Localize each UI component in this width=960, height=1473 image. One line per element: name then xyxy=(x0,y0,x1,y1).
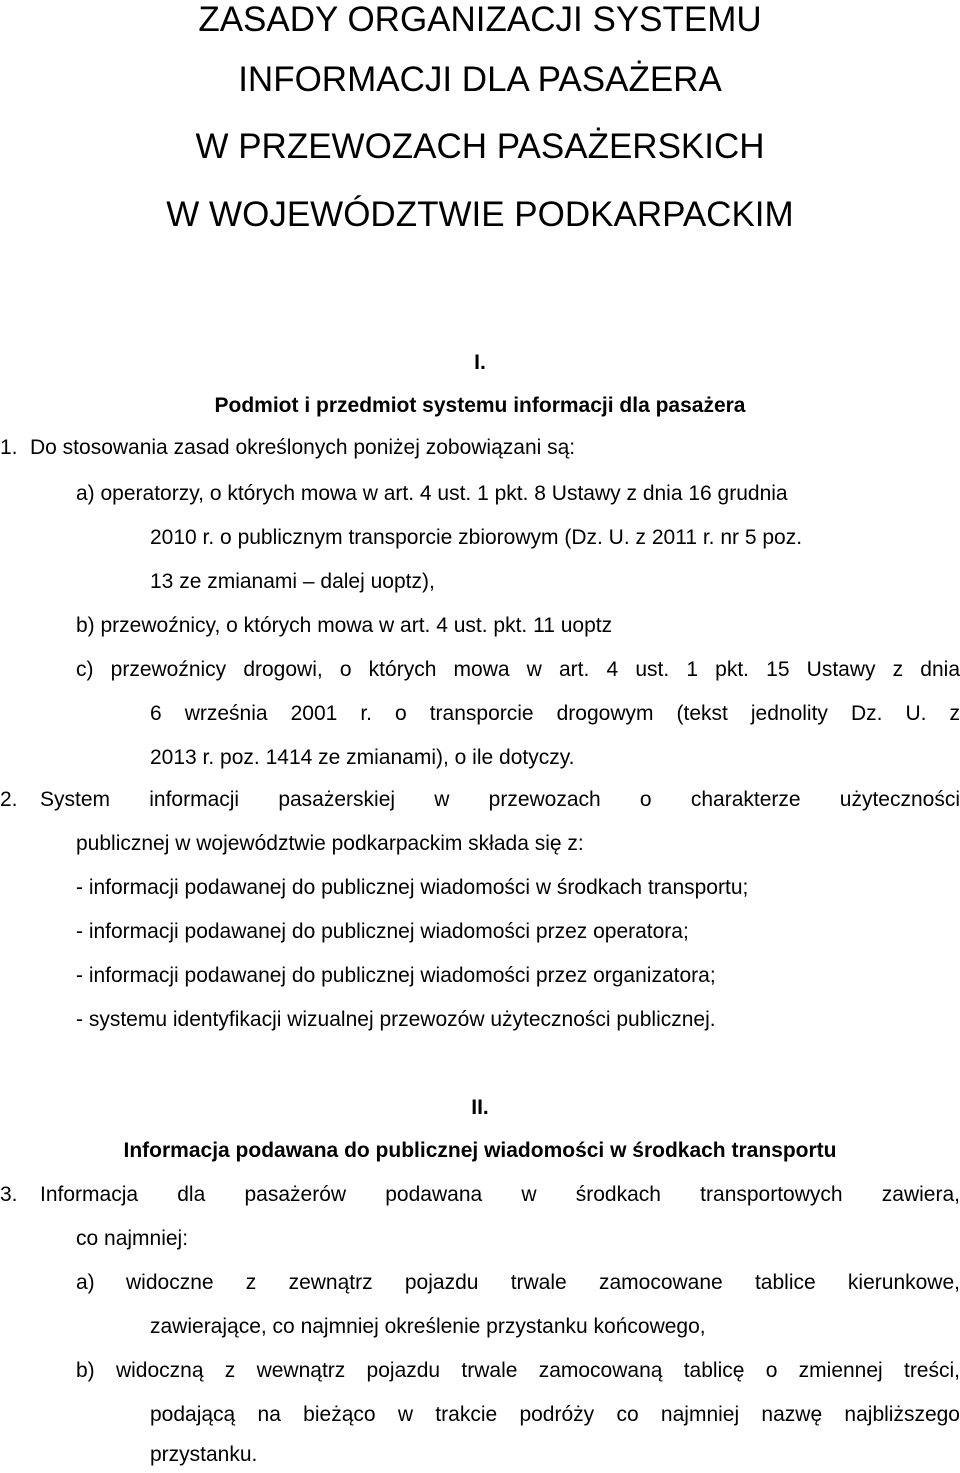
item-2-line-1: System informacji pasażerskiej w przewozach o charakterze użyteczności xyxy=(40,788,960,811)
item-1-intro: Do stosowania zasad określonych poniżej zobowiązani są: xyxy=(30,436,576,459)
item-3b-line-1: b) widoczną z wewnątrz pojazdu trwale zamocowaną tablicę o zmiennej treści, xyxy=(76,1359,960,1382)
section-1-heading: Podmiot i przedmiot systemu informacji dla pasażera xyxy=(214,394,746,417)
section-1-number: I. xyxy=(474,351,486,374)
item-1c-line-2: 6 września 2001 r. o transporcie drogowym (tekst jednolity Dz. U. z xyxy=(150,702,960,725)
item-2-line-2: publicznej w województwie podkarpackim składa się z: xyxy=(76,832,584,855)
item-1a-line-3: 13 ze zmianami – dalej uoptz), xyxy=(150,570,435,593)
item-2-number: 2. xyxy=(0,788,18,811)
item-2-bullet-2: - informacji podawanej do publicznej wiadomości przez operatora; xyxy=(76,920,689,943)
item-3b-line-3: przystanku. xyxy=(150,1443,258,1466)
item-2-bullet-4: - systemu identyfikacji wizualnej przewozów użyteczności publicznej. xyxy=(76,1008,716,1031)
item-3b-line-2: podającą na bieżąco w trakcie podróży co najmniej nazwę najbliższego xyxy=(150,1403,960,1426)
item-3a-line-1: widoczne z zewnątrz pojazdu trwale zamocowane tablice kierunkowe, xyxy=(126,1271,960,1294)
document-title-line-2: INFORMACJI DLA PASAŻERA xyxy=(238,60,722,99)
item-1b-line-1: b) przewoźnicy, o których mowa w art. 4 ust. pkt. 11 uoptz xyxy=(76,614,613,637)
item-1a-line-2: 2010 r. o publicznym transporcie zbiorowym (Dz. U. z 2011 r. nr 5 poz. xyxy=(150,526,803,549)
item-2-bullet-1: - informacji podawanej do publicznej wiadomości w środkach transportu; xyxy=(76,876,749,899)
item-2-bullet-3: - informacji podawanej do publicznej wiadomości przez organizatora; xyxy=(76,964,716,987)
item-1a-line-1: a) operatorzy, o których mowa w art. 4 ust. 1 pkt. 8 Ustawy z dnia 16 grudnia xyxy=(76,482,788,505)
item-3-line-1: Informacja dla pasażerów podawana w środkach transportowych zawiera, xyxy=(40,1183,960,1206)
item-3a-line-2: zawierające, co najmniej określenie przystanku końcowego, xyxy=(150,1315,706,1338)
document-title-line-1: ZASADY ORGANIZACJI SYSTEMU xyxy=(198,0,762,39)
item-1c-line-3: 2013 r. poz. 1414 ze zmianami), o ile dotyczy. xyxy=(150,746,575,769)
section-2-number: II. xyxy=(471,1096,489,1119)
section-2-heading: Informacja podawana do publicznej wiadomości w środkach transportu xyxy=(123,1139,837,1162)
item-1-number: 1. xyxy=(0,436,18,459)
item-1c-line-1: c) przewoźnicy drogowi, o których mowa w art. 4 ust. 1 pkt. 15 Ustawy z dnia xyxy=(76,658,960,681)
item-3a-label: a) xyxy=(76,1271,95,1294)
document-title-line-4: W WOJEWÓDZTWIE PODKARPACKIM xyxy=(166,195,794,234)
item-3-number: 3. xyxy=(0,1183,18,1206)
document-title-line-3: W PRZEWOZACH PASAŻERSKICH xyxy=(195,127,765,166)
item-3-line-2: co najmniej: xyxy=(76,1227,189,1250)
